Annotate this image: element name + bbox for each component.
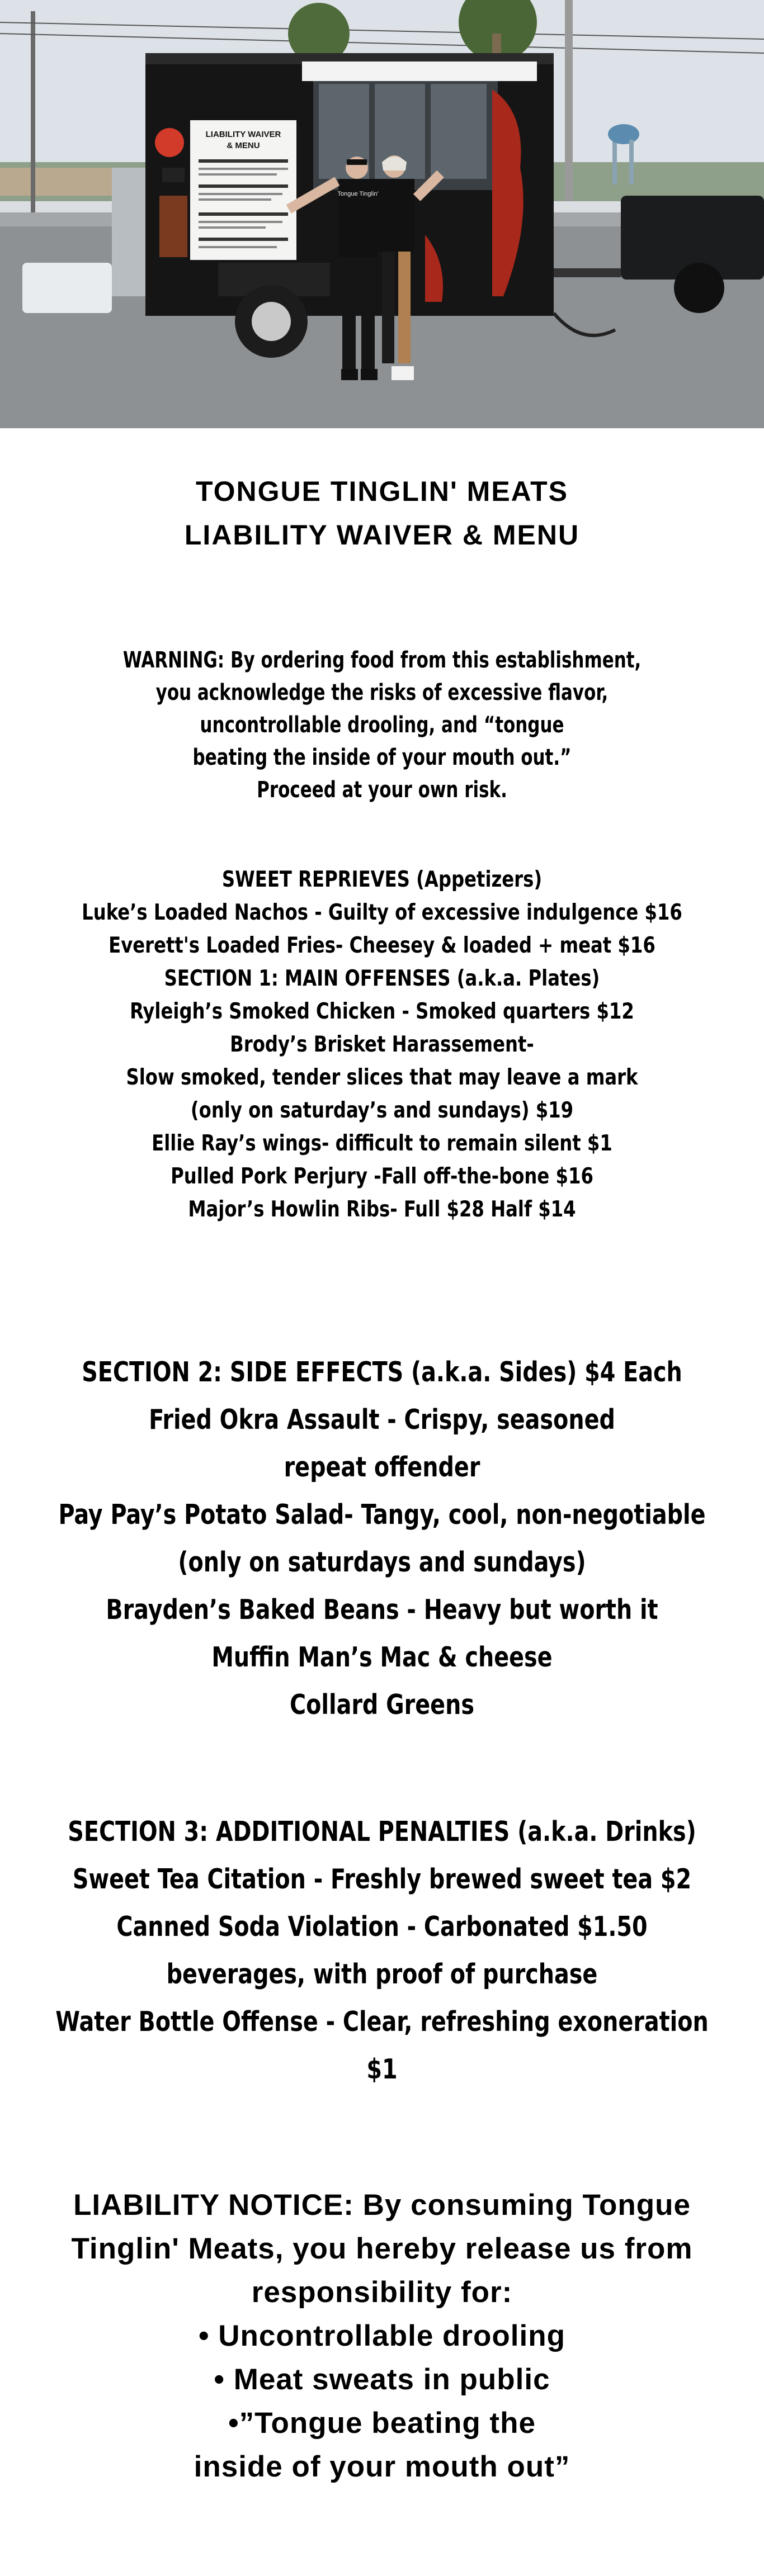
menu-item: Pulled Pork Perjury -Fall off-the-bone $16 xyxy=(171,1164,593,1189)
menu-item: Water Bottle Offense - Clear, refreshing exoneration xyxy=(55,2006,709,2038)
menu-item: Luke’s Loaded Nachos - Guilty of excessive indulgence $16 xyxy=(82,900,682,925)
section-heading-drinks: SECTION 3: ADDITIONAL PENALTIES (a.k.a. Drinks) xyxy=(68,1816,696,1848)
notice-line: responsibility for: xyxy=(251,2276,513,2309)
menu-item: (only on saturday’s and sundays) $19 xyxy=(190,1098,574,1123)
menu-item: Fried Okra Assault - Crispy, seasoned xyxy=(149,1404,615,1436)
warning-line: WARNING: By ordering food from this establishment, xyxy=(122,647,642,673)
menu-item: Ellie Ray’s wings- difficult to remain silent $1 xyxy=(152,1131,612,1156)
svg-text:& MENU: & MENU xyxy=(227,141,260,150)
menu-appetizers-and-plates xyxy=(31,863,734,1226)
menu-item: Brayden’s Baked Beans - Heavy but worth it xyxy=(106,1594,658,1626)
notice-line: Tinglin' Meats, you hereby release us from xyxy=(71,2232,693,2265)
menu-item: $1 xyxy=(366,2053,398,2085)
sign-heading: LIABILITY WAIVER xyxy=(205,130,281,139)
title-line-2: LIABILITY WAIVER & MENU xyxy=(184,519,580,551)
menu-sides xyxy=(38,1348,725,1729)
notice-bullet: •”Tongue beating the xyxy=(228,2407,536,2440)
menu-drinks xyxy=(38,1808,725,2093)
warning-text xyxy=(54,644,711,806)
section-heading-plates: SECTION 1: MAIN OFFENSES (a.k.a. Plates) xyxy=(164,966,600,991)
menu-item: beverages, with proof of purchase xyxy=(166,1958,598,1990)
liability-notice xyxy=(0,2184,764,2489)
menu-item: Collard Greens xyxy=(290,1689,474,1721)
title-line-1: TONGUE TINGLIN' MEATS xyxy=(196,476,568,507)
menu-item: Muffin Man’s Mac & cheese xyxy=(211,1641,553,1673)
notice-bullet: • Meat sweats in public xyxy=(214,2363,550,2396)
menu-item: Slow smoked, tender slices that may leave a mark xyxy=(126,1065,638,1090)
warning-line: uncontrollable drooling, and “tongue xyxy=(200,712,564,738)
section-heading-appetizers: SWEET REPRIEVES (Appetizers) xyxy=(221,867,543,892)
page-title xyxy=(0,470,764,557)
menu-item: Brody’s Brisket Harassement- xyxy=(230,1032,534,1057)
warning-line: you acknowledge the risks of excessive flavor, xyxy=(155,680,609,705)
menu-item: Sweet Tea Citation - Freshly brewed sweet tea $2 xyxy=(72,1863,692,1895)
notice-line: LIABILITY NOTICE: By consuming Tongue xyxy=(73,2189,691,2222)
warning-line: beating the inside of your mouth out.” xyxy=(192,745,572,770)
warning-line: Proceed at your own risk. xyxy=(257,777,507,803)
food-trailer-photo xyxy=(0,0,764,428)
menu-item: Major’s Howlin Ribs- Full $28 Half $14 xyxy=(188,1197,576,1222)
photo-scene xyxy=(0,0,764,428)
menu-item: Pay Pay’s Potato Salad- Tangy, cool, non-negotiable xyxy=(58,1499,706,1531)
menu-item: repeat offender xyxy=(284,1451,480,1483)
menu-item: Everett's Loaded Fries- Cheesey & loaded + meat $16 xyxy=(109,933,655,958)
notice-bullet: inside of your mouth out” xyxy=(194,2450,570,2483)
notice-bullet: • Uncontrollable drooling xyxy=(199,2319,565,2352)
menu-item: Ryleigh’s Smoked Chicken - Smoked quarters $12 xyxy=(130,999,634,1024)
menu-item: (only on saturdays and sundays) xyxy=(178,1546,586,1578)
shirt-text: Tongue Tinglin' xyxy=(337,191,379,197)
menu-item: Canned Soda Violation - Carbonated $1.50 xyxy=(116,1911,648,1943)
section-heading-sides: SECTION 2: SIDE EFFECTS (a.k.a. Sides) $4 Each xyxy=(82,1356,682,1388)
